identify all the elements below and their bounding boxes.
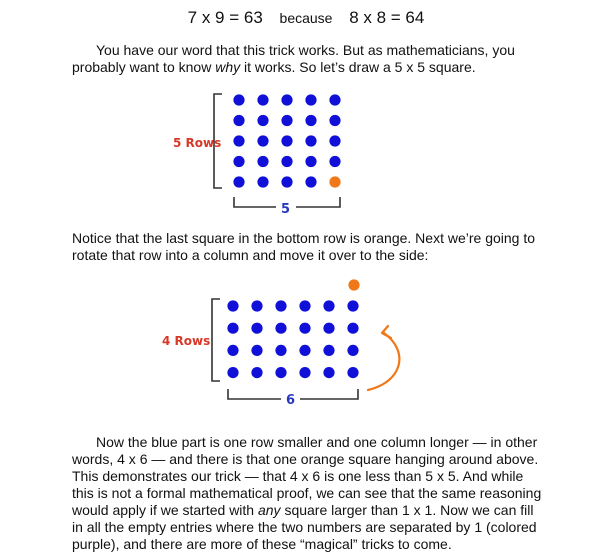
paragraph-intro-a: You have our word that this trick works. But as mathematicians, you probably want to know (72, 42, 515, 75)
cols-label: 5 (281, 202, 291, 217)
blue-dot (251, 323, 262, 334)
blue-dot (347, 300, 358, 311)
paragraph-conclusion-a: Now the blue part is one row smaller and one column longer — in other words, 4 x 6 — and there is that one orange square hanging around above. This demonstrates our trick — that 4 x 6 is one less than 5 x 5. And while this is not a formal mathematical proof, we can see that the same reasoning would apply if we started with (72, 434, 542, 518)
paragraph-conclusion (72, 434, 542, 553)
rotate-arrow (368, 333, 399, 390)
cols-bracket-right (300, 389, 358, 399)
equation-because: because (279, 10, 333, 26)
blue-dot (299, 367, 310, 378)
equation-right: 8 x 8 = 64 (349, 8, 425, 27)
dot-grid-4x6 (227, 300, 358, 378)
equation-left: 7 x 9 = 63 (187, 8, 263, 27)
blue-dot (275, 300, 286, 311)
blue-dot (299, 345, 310, 356)
blue-dot (227, 345, 238, 356)
blue-dot (323, 367, 334, 378)
cols-bracket-left (228, 389, 281, 399)
blue-dot (251, 300, 262, 311)
blue-dot (299, 300, 310, 311)
paragraph-intro-emphasis: why (215, 59, 241, 75)
cols-label: 6 (286, 393, 296, 408)
blue-dot (323, 300, 334, 311)
blue-dot (323, 345, 334, 356)
blue-dot (275, 367, 286, 378)
blue-dot (227, 367, 238, 378)
blue-dot (275, 345, 286, 356)
blue-dot (323, 323, 334, 334)
rows-label: 5 Rows (173, 136, 222, 150)
rows-label: 4 Rows (162, 334, 211, 348)
blue-dot (251, 345, 262, 356)
blue-dot (227, 323, 238, 334)
rotate-arrow-head (382, 326, 391, 338)
paragraph-intro-b: it works. So let’s draw a 5 x 5 square. (240, 59, 476, 75)
paragraph-conclusion-emphasis: any (257, 502, 281, 518)
blue-dot (347, 323, 358, 334)
orange-dot (348, 279, 359, 290)
blue-dot (227, 300, 238, 311)
paragraph-rotate: Notice that the last square in the bottom row is orange. Next we’re going to rotate that row into a column and move it over to the side: (72, 230, 536, 263)
paragraph-conclusion-b: square larger than 1 x 1. Now we can fill in all the empty entries where the two numbers are separated by 1 (colored purple), and there are more of these “magical” tricks to come. (72, 502, 537, 552)
blue-dot (275, 323, 286, 334)
blue-dot (347, 345, 358, 356)
blue-dot (251, 367, 262, 378)
blue-dot (299, 323, 310, 334)
blue-dot (347, 367, 358, 378)
rows-bracket (212, 299, 220, 381)
